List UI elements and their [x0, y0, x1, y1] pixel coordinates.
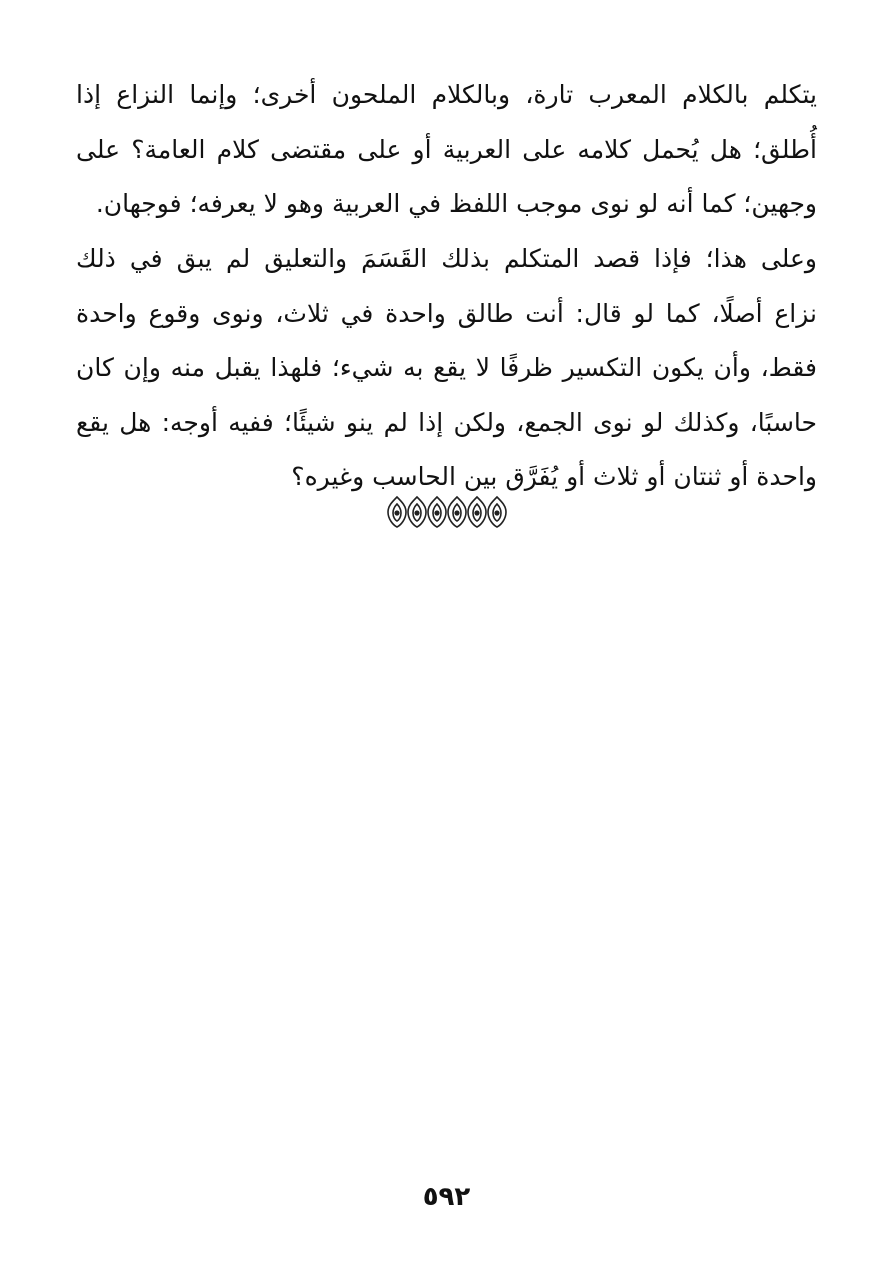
paragraph-2-line-2: نزاع أصلًا، كما لو قال: أنت طالق واحدة في ثلاث، ونوى وقوع واحدة	[76, 298, 817, 328]
floral-motif-icon	[488, 497, 506, 527]
floral-motif-icon	[448, 497, 466, 527]
paragraph-2-line-4: حاسبًا، وكذلك لو نوى الجمع، ولكن إذا لم ينو شيئًا؛ ففيه أوجه: هل يقع	[76, 407, 817, 437]
paragraph-2-line-3: فقط، وأن يكون التكسير ظرفًا لا يقع به شيء؛ فلهذا يقبل منه وإن كان	[76, 353, 817, 382]
paragraph-1-line-2: أُطلق؛ هل يُحمل كلامه على العربية أو على مقتضى كلام العامة؟ على	[76, 134, 817, 164]
page-number: ٥٩٢	[422, 1182, 471, 1212]
floral-motif-icon	[408, 497, 426, 527]
floral-motif-icon	[428, 497, 446, 527]
floral-motif-icon	[468, 497, 486, 527]
paragraph-1	[76, 68, 817, 232]
paragraph-1-line-3: وجهين؛ كما أنه لو نوى موجب اللفظ في العربية وهو لا يعرفه؛ فوجهان.	[95, 189, 817, 218]
paragraph-2-line-1: وعلى هذا؛ فإذا قصد المتكلم بذلك القَسَمَ والتعليق لم يبق في ذلك	[76, 244, 817, 273]
floral-motif-icon	[388, 497, 406, 527]
paragraph-2	[76, 232, 817, 505]
floral-divider-icon	[385, 494, 509, 530]
section-divider	[0, 494, 893, 534]
paragraph-2-line-5: واحدة أو ثنتان أو ثلاث أو يُفَرَّق بين الحاسب وغيره؟	[291, 462, 817, 491]
paragraph-1-line-1: يتكلم بالكلام المعرب تارة، وبالكلام الملحون أخرى؛ وإنما النزاع إذا	[76, 80, 817, 109]
